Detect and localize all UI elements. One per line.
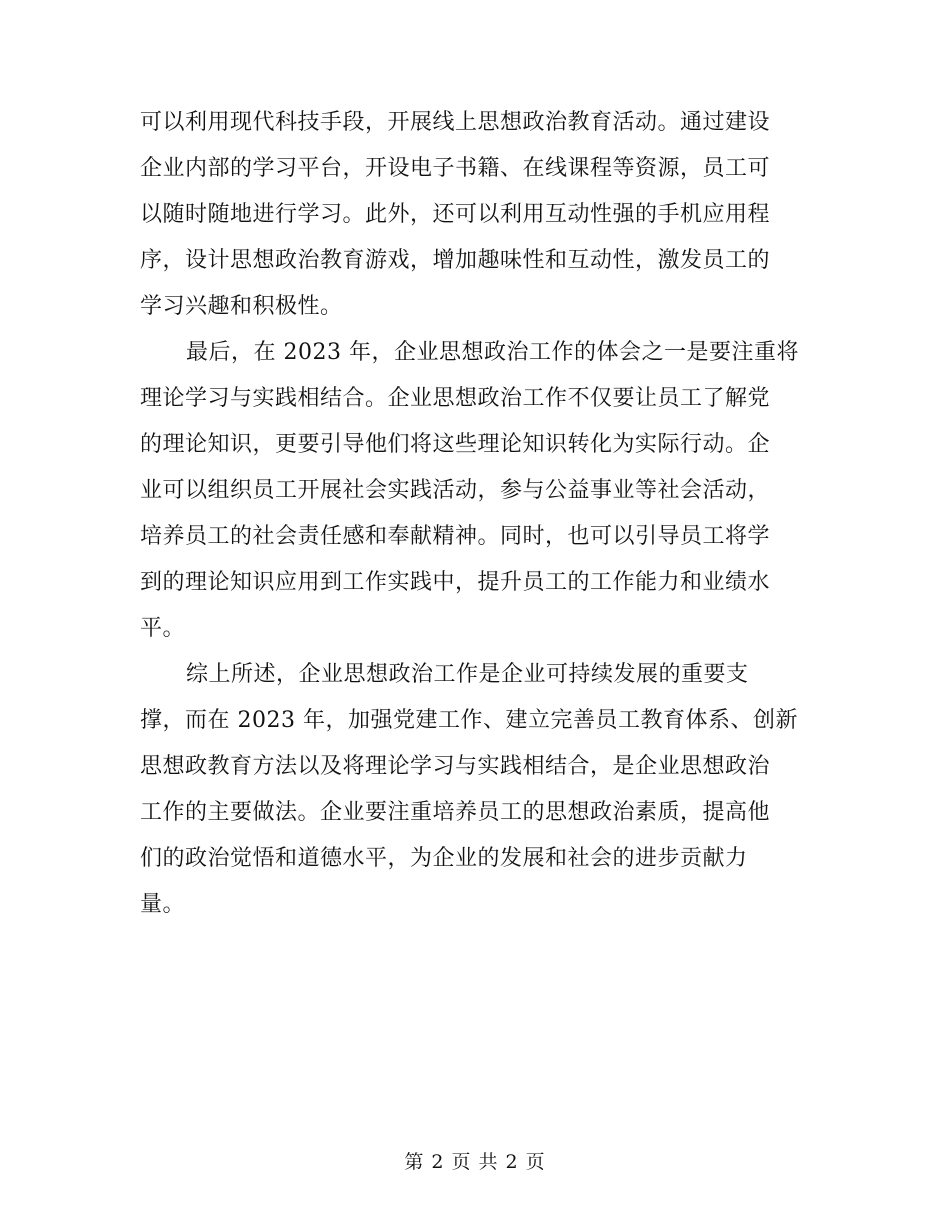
text-line: 平。 [140, 616, 186, 641]
text-line: 量。 [140, 892, 186, 917]
text-line: 到的理论知识应用到工作实践中，提升员工的工作能力和业绩水 [140, 570, 771, 595]
text-line: 企业内部的学习平台，开设电子书籍、在线课程等资源，员工可 [140, 156, 771, 181]
text-line: 学习兴趣和积极性。 [140, 294, 343, 319]
text-line: 业可以组织员工开展社会实践活动，参与公益事业等社会活动， [140, 478, 771, 503]
paragraph [140, 652, 820, 928]
page-footer: 第 2 页 共 2 页 [404, 1151, 546, 1173]
text-line: 们的政治觉悟和道德水平，为企业的发展和社会的进步贡献力 [140, 846, 748, 871]
text-line: 可以利用现代科技手段，开展线上思想政治教育活动。通过建设 [140, 110, 771, 135]
text-line: 撑，而在 2023 年，加强党建工作、建立完善员工教育体系、创新 [140, 708, 798, 733]
text-line: 综上所述，企业思想政治工作是企业可持续发展的重要支 [186, 662, 749, 687]
text-line: 最后，在 2023 年，企业思想政治工作的体会之一是要注重将 [186, 340, 799, 365]
text-line: 的理论知识，更要引导他们将这些理论知识转化为实际行动。企 [140, 432, 771, 457]
document-body [140, 100, 820, 928]
text-line: 工作的主要做法。企业要注重培养员工的思想政治素质，提高他 [140, 800, 771, 825]
text-line: 培养员工的社会责任感和奉献精神。同时，也可以引导员工将学 [140, 524, 771, 549]
text-line: 以随时随地进行学习。此外，还可以利用互动性强的手机应用程 [140, 202, 771, 227]
text-line: 理论学习与实践相结合。企业思想政治工作不仅要让员工了解党 [140, 386, 771, 411]
text-line: 序，设计思想政治教育游戏，增加趣味性和互动性，激发员工的 [140, 248, 771, 273]
paragraph [140, 330, 820, 652]
text-line: 思想政教育方法以及将理论学习与实践相结合，是企业思想政治 [140, 754, 771, 779]
paragraph [140, 100, 820, 330]
